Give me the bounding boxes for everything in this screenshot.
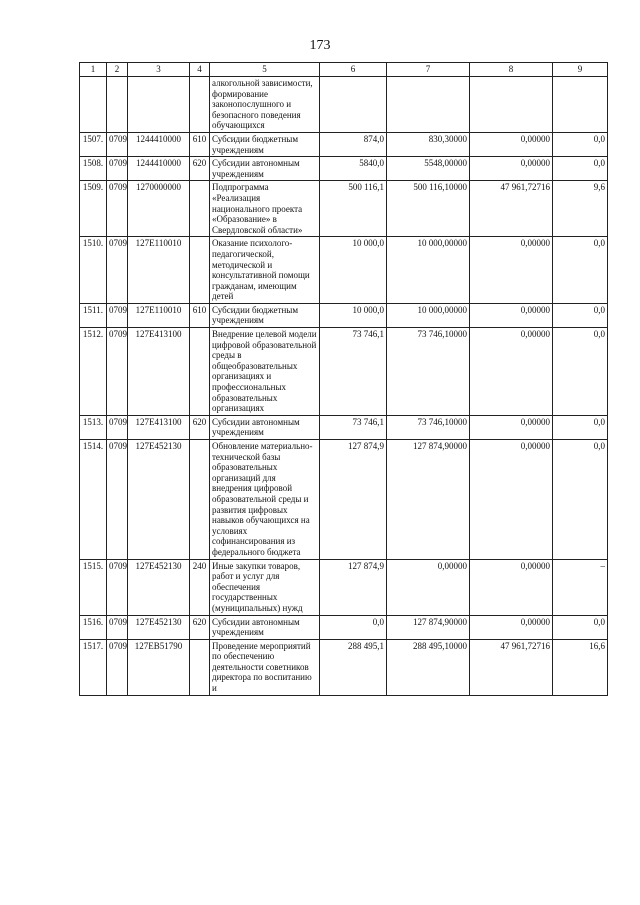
execution-percent-cell: –: [553, 559, 608, 615]
target-code-cell: 1244410000: [128, 132, 190, 156]
table-row: [80, 303, 608, 327]
expense-type-cell: [190, 328, 210, 416]
item-name-cell: Субсидии автономным учреждениям: [210, 415, 320, 439]
target-code-cell: 127E452130: [128, 615, 190, 639]
execution-percent-cell: 9,6: [553, 181, 608, 237]
budget-table: [79, 62, 608, 696]
executed-amount-cell: 0,00000: [470, 328, 553, 416]
executed-amount-cell: 0,00000: [470, 132, 553, 156]
column-header: 9: [553, 63, 608, 77]
table-row: [80, 237, 608, 304]
row-number-cell: 1515.: [80, 559, 107, 615]
target-code-cell: [128, 77, 190, 133]
section-code-cell: 0709: [107, 328, 128, 416]
table-row: [80, 157, 608, 181]
planned-amount-cell: 874,0: [320, 132, 387, 156]
item-name-cell: Субсидии автономным учреждениям: [210, 157, 320, 181]
row-number-cell: 1510.: [80, 237, 107, 304]
column-header: 1: [80, 63, 107, 77]
expense-type-cell: 610: [190, 132, 210, 156]
executed-amount-cell: 0,00000: [470, 303, 553, 327]
table-row: [80, 77, 608, 133]
column-header: 4: [190, 63, 210, 77]
table-body: [80, 77, 608, 696]
row-number-cell: 1507.: [80, 132, 107, 156]
expense-type-cell: 240: [190, 559, 210, 615]
expense-type-cell: 620: [190, 415, 210, 439]
executed-amount-cell: 0,00000: [470, 615, 553, 639]
expense-type-cell: [190, 77, 210, 133]
column-header: 3: [128, 63, 190, 77]
section-code-cell: 0709: [107, 615, 128, 639]
column-header: 6: [320, 63, 387, 77]
item-name-cell: Иные закупки товаров, работ и услуг для обеспечения государственных (муниципальных) нужд: [210, 559, 320, 615]
section-code-cell: 0709: [107, 157, 128, 181]
column-header: 5: [210, 63, 320, 77]
table-row: [80, 615, 608, 639]
row-number-cell: 1509.: [80, 181, 107, 237]
table-row: [80, 181, 608, 237]
revised-amount-cell: 73 746,10000: [387, 328, 470, 416]
target-code-cell: 127E452130: [128, 440, 190, 560]
target-code-cell: 127E413100: [128, 415, 190, 439]
executed-amount-cell: 0,00000: [470, 157, 553, 181]
executed-amount-cell: [470, 77, 553, 133]
item-name-cell: Оказание психолого-педагогической, методической и консультативной помощи гражданам, имеющим детей: [210, 237, 320, 304]
planned-amount-cell: 5840,0: [320, 157, 387, 181]
table-row: [80, 328, 608, 416]
expense-type-cell: 610: [190, 303, 210, 327]
revised-amount-cell: 0,00000: [387, 559, 470, 615]
execution-percent-cell: 0,0: [553, 303, 608, 327]
planned-amount-cell: 0,0: [320, 615, 387, 639]
item-name-cell: Субсидии автономным учреждениям: [210, 615, 320, 639]
execution-percent-cell: 0,0: [553, 615, 608, 639]
planned-amount-cell: 73 746,1: [320, 328, 387, 416]
item-name-cell: Субсидии бюджетным учреждениям: [210, 132, 320, 156]
planned-amount-cell: 10 000,0: [320, 237, 387, 304]
revised-amount-cell: 73 746,10000: [387, 415, 470, 439]
item-name-cell: Подпрограмма «Реализация национального проекта «Образование» в Свердловской области»: [210, 181, 320, 237]
row-number-cell: 1508.: [80, 157, 107, 181]
planned-amount-cell: 127 874,9: [320, 559, 387, 615]
table-row: [80, 415, 608, 439]
column-header: 7: [387, 63, 470, 77]
item-name-cell: Обновление материально-технической базы образовательных организаций для внедрения цифровой образовательной среды и развития цифровых навыков обучающихся на условиях софинансирования из федерального бюджета: [210, 440, 320, 560]
execution-percent-cell: 0,0: [553, 132, 608, 156]
table-row: [80, 639, 608, 695]
row-number-cell: 1513.: [80, 415, 107, 439]
target-code-cell: 127EB51790: [128, 639, 190, 695]
execution-percent-cell: [553, 77, 608, 133]
revised-amount-cell: 127 874,90000: [387, 440, 470, 560]
planned-amount-cell: 500 116,1: [320, 181, 387, 237]
planned-amount-cell: 288 495,1: [320, 639, 387, 695]
row-number-cell: 1511.: [80, 303, 107, 327]
header-row: [80, 63, 608, 77]
section-code-cell: 0709: [107, 639, 128, 695]
execution-percent-cell: 0,0: [553, 237, 608, 304]
item-name-cell: алкогольной зависимости, формирование законопослушного и безопасного поведения обучающихся: [210, 77, 320, 133]
row-number-cell: 1516.: [80, 615, 107, 639]
expense-type-cell: [190, 639, 210, 695]
execution-percent-cell: 0,0: [553, 415, 608, 439]
planned-amount-cell: 10 000,0: [320, 303, 387, 327]
target-code-cell: 127E110010: [128, 237, 190, 304]
revised-amount-cell: [387, 77, 470, 133]
expense-type-cell: 620: [190, 615, 210, 639]
executed-amount-cell: 0,00000: [470, 440, 553, 560]
expense-type-cell: [190, 440, 210, 560]
executed-amount-cell: 47 961,72716: [470, 639, 553, 695]
expense-type-cell: [190, 237, 210, 304]
section-code-cell: 0709: [107, 132, 128, 156]
executed-amount-cell: 0,00000: [470, 237, 553, 304]
planned-amount-cell: 73 746,1: [320, 415, 387, 439]
expense-type-cell: 620: [190, 157, 210, 181]
executed-amount-cell: 0,00000: [470, 559, 553, 615]
revised-amount-cell: 288 495,10000: [387, 639, 470, 695]
revised-amount-cell: 10 000,00000: [387, 303, 470, 327]
revised-amount-cell: 5548,00000: [387, 157, 470, 181]
revised-amount-cell: 10 000,00000: [387, 237, 470, 304]
table-row: [80, 440, 608, 560]
item-name-cell: Субсидии бюджетным учреждениям: [210, 303, 320, 327]
table-row: [80, 132, 608, 156]
row-number-cell: [80, 77, 107, 133]
target-code-cell: 127E452130: [128, 559, 190, 615]
expense-type-cell: [190, 181, 210, 237]
revised-amount-cell: 127 874,90000: [387, 615, 470, 639]
row-number-cell: 1517.: [80, 639, 107, 695]
executed-amount-cell: 47 961,72716: [470, 181, 553, 237]
target-code-cell: 1244410000: [128, 157, 190, 181]
section-code-cell: 0709: [107, 559, 128, 615]
revised-amount-cell: 500 116,10000: [387, 181, 470, 237]
section-code-cell: 0709: [107, 237, 128, 304]
section-code-cell: 0709: [107, 440, 128, 560]
target-code-cell: 127E110010: [128, 303, 190, 327]
section-code-cell: 0709: [107, 303, 128, 327]
executed-amount-cell: 0,00000: [470, 415, 553, 439]
execution-percent-cell: 0,0: [553, 157, 608, 181]
section-code-cell: 0709: [107, 181, 128, 237]
column-header: 8: [470, 63, 553, 77]
execution-percent-cell: 0,0: [553, 328, 608, 416]
table-row: [80, 559, 608, 615]
revised-amount-cell: 830,30000: [387, 132, 470, 156]
target-code-cell: 127E413100: [128, 328, 190, 416]
section-code-cell: [107, 77, 128, 133]
section-code-cell: 0709: [107, 415, 128, 439]
planned-amount-cell: 127 874,9: [320, 440, 387, 560]
page-number: 173: [309, 38, 331, 53]
execution-percent-cell: 0,0: [553, 440, 608, 560]
row-number-cell: 1514.: [80, 440, 107, 560]
column-header: 2: [107, 63, 128, 77]
planned-amount-cell: [320, 77, 387, 133]
execution-percent-cell: 16,6: [553, 639, 608, 695]
target-code-cell: 1270000000: [128, 181, 190, 237]
item-name-cell: Внедрение целевой модели цифровой образовательной среды в общеобразовательных организациях и профессиональных образовательных организациях: [210, 328, 320, 416]
row-number-cell: 1512.: [80, 328, 107, 416]
item-name-cell: Проведение мероприятий по обеспечению деятельности советников директора по воспитанию и: [210, 639, 320, 695]
